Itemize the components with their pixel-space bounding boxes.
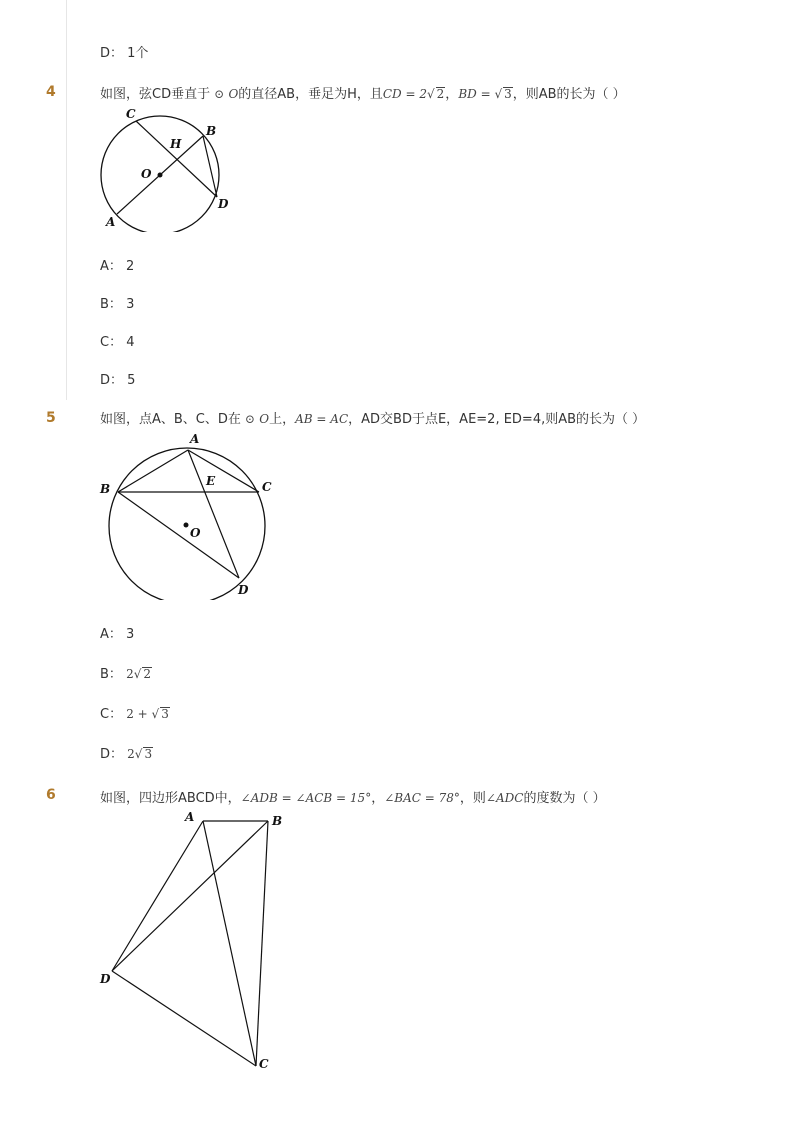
question-number: 4 bbox=[46, 84, 56, 100]
q6-segment-bc bbox=[256, 821, 268, 1066]
q6-label-b: B bbox=[272, 814, 283, 828]
q4-segment-bd bbox=[203, 136, 217, 197]
q4-label-h: H bbox=[170, 137, 182, 151]
option-label: A： bbox=[100, 627, 122, 642]
option-label: A： bbox=[100, 259, 122, 274]
question-stem: 如图，四边形ABCD中，∠ADB = ∠ACB = 15°，∠BAC = 78°，则∠ADC的度数为（ ） bbox=[100, 791, 606, 806]
prev-option-d[interactable] bbox=[100, 44, 148, 64]
option-label: D： bbox=[100, 46, 124, 61]
option-label: D： bbox=[100, 747, 124, 762]
q5-label-a: A bbox=[190, 432, 200, 446]
q5-segment-ac bbox=[188, 450, 259, 492]
option-radicand: 2 bbox=[143, 667, 151, 681]
q5-option-a[interactable] bbox=[100, 625, 134, 645]
q4-option-d[interactable] bbox=[100, 371, 135, 391]
q4-label-o: O bbox=[141, 167, 152, 181]
q4-label-a: A bbox=[106, 215, 116, 229]
q4-option-a[interactable] bbox=[100, 257, 134, 277]
q5-segment-ad bbox=[188, 450, 239, 578]
q6-segment-dc bbox=[112, 971, 256, 1066]
q5-label-e: E bbox=[206, 474, 216, 488]
option-text: 4 bbox=[126, 335, 135, 350]
option-label: C： bbox=[100, 335, 123, 350]
option-label: B： bbox=[100, 667, 122, 682]
option-text: 1个 bbox=[127, 46, 149, 61]
question-stem: 如图，弦CD垂直于 ⊙ O的直径AB，垂足为H，且CD = 2√ 2，BD = √ 3，则AB的长为（ ） bbox=[100, 87, 626, 102]
option-text: 5 bbox=[127, 373, 136, 388]
q5-center-dot bbox=[184, 523, 189, 528]
q6-label-a: A bbox=[185, 810, 195, 824]
q4-option-c[interactable] bbox=[100, 333, 135, 353]
q4-option-b[interactable] bbox=[100, 295, 134, 315]
question-number: 6 bbox=[46, 787, 56, 803]
q5-option-d[interactable]: D： 2√ 3 bbox=[100, 747, 153, 762]
option-text: 2 bbox=[126, 259, 135, 274]
option-label: B： bbox=[100, 297, 122, 312]
q5-segment-bd bbox=[118, 492, 239, 578]
q6-figure bbox=[96, 806, 286, 1076]
q4-label-d: D bbox=[218, 197, 229, 211]
q5-label-d: D bbox=[238, 583, 249, 597]
option-label: C： bbox=[100, 707, 123, 722]
q5-option-c[interactable]: C： 2 + √ 3 bbox=[100, 707, 169, 722]
option-radicand: 3 bbox=[144, 747, 153, 761]
q6-label-d: D bbox=[100, 972, 111, 986]
q4-label-b: B bbox=[206, 124, 217, 138]
q5-label-c: C bbox=[262, 480, 272, 494]
q4-center-dot bbox=[158, 173, 163, 178]
q5-figure bbox=[96, 430, 282, 600]
option-text: 3 bbox=[126, 297, 135, 312]
question-stem: 如图，点A、B、C、D在 ⊙ O上，AB = AC，AD交BD于点E，AE=2, ED=4,则AB的长为（ ） bbox=[100, 412, 646, 427]
q5-label-o: O bbox=[190, 526, 201, 540]
q4-label-c: C bbox=[126, 107, 136, 121]
q5-option-b[interactable]: B： 2√ 2 bbox=[100, 667, 151, 682]
option-radicand: 3 bbox=[161, 707, 169, 721]
option-label: D： bbox=[100, 373, 124, 388]
left-border-line bbox=[66, 0, 67, 400]
option-text: 3 bbox=[126, 627, 135, 642]
q6-label-c: C bbox=[259, 1057, 269, 1071]
question-number: 5 bbox=[46, 410, 56, 426]
q5-label-b: B bbox=[100, 482, 111, 496]
q4-figure bbox=[96, 104, 246, 232]
